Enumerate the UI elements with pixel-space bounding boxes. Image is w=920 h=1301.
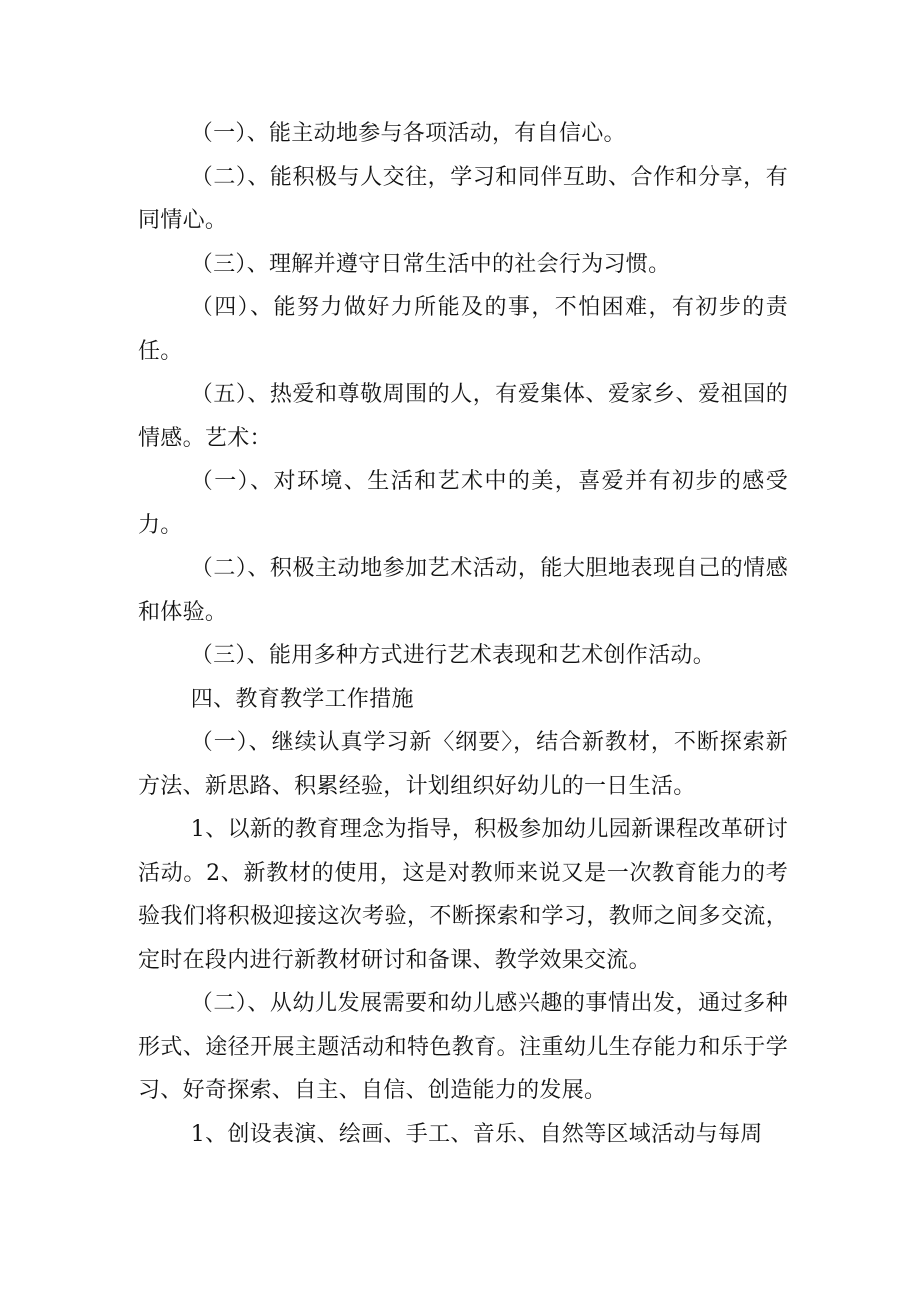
paragraph-social-3: （三）、理解并遵守日常生活中的社会行为习惯。 — [190, 251, 671, 277]
paragraph-social-2: （二）、能积极与人交往，学习和同伴互助、合作和分享，有同情心。 — [138, 164, 788, 233]
paragraph-social-1: （一）、能主动地参与各项活动，有自信心。 — [190, 121, 626, 146]
paragraph-measure-1-items: 1、以新的教育理念为指导，积极参加幼儿园新课程改革研讨活动。2、新教材的使用，这是对教师来说又是一次教育能力的考验我们将积极迎接这次考验，不断探索和学习，教师之间多交流，定时在段内进行新教材研讨和备课、教学效果交流。 — [138, 817, 788, 973]
paragraph-measure-2-item-1: 1、创设表演、绘画、手工、音乐、自然等区域活动与每周 — [190, 1121, 763, 1147]
section-heading-measures: 四、教育教学工作措施 — [190, 686, 414, 712]
paragraph-art-2: （二）、积极主动地参加艺术活动，能大胆地表现自己的情感和体验。 — [138, 556, 788, 625]
paragraph-measure-2: （二）、从幼儿发展需要和幼儿感兴趣的事情出发，通过多种形式、途径开展主题活动和特色教育。注重幼儿生存能力和乐于学习、好奇探索、自主、自信、创造能力的发展。 — [138, 991, 788, 1103]
paragraph-art-1: （一）、对环境、生活和艺术中的美，喜爱并有初步的感受力。 — [138, 469, 788, 538]
paragraph-social-4: （四）、能努力做好力所能及的事，不怕困难，有初步的责任。 — [138, 295, 788, 364]
document-body — [138, 112, 788, 1156]
paragraph-social-5: （五）、热爱和尊敬周围的人，有爱集体、爱家乡、爱祖国的情感。艺术： — [138, 382, 788, 451]
paragraph-measure-1: （一）、继续认真学习新〈纲要〉，结合新教材，不断探索新方法、新思路、积累经验，计划组织好幼儿的一日生活。 — [138, 730, 788, 799]
paragraph-art-3: （三）、能用多种方式进行艺术表现和艺术创作活动。 — [190, 643, 715, 668]
